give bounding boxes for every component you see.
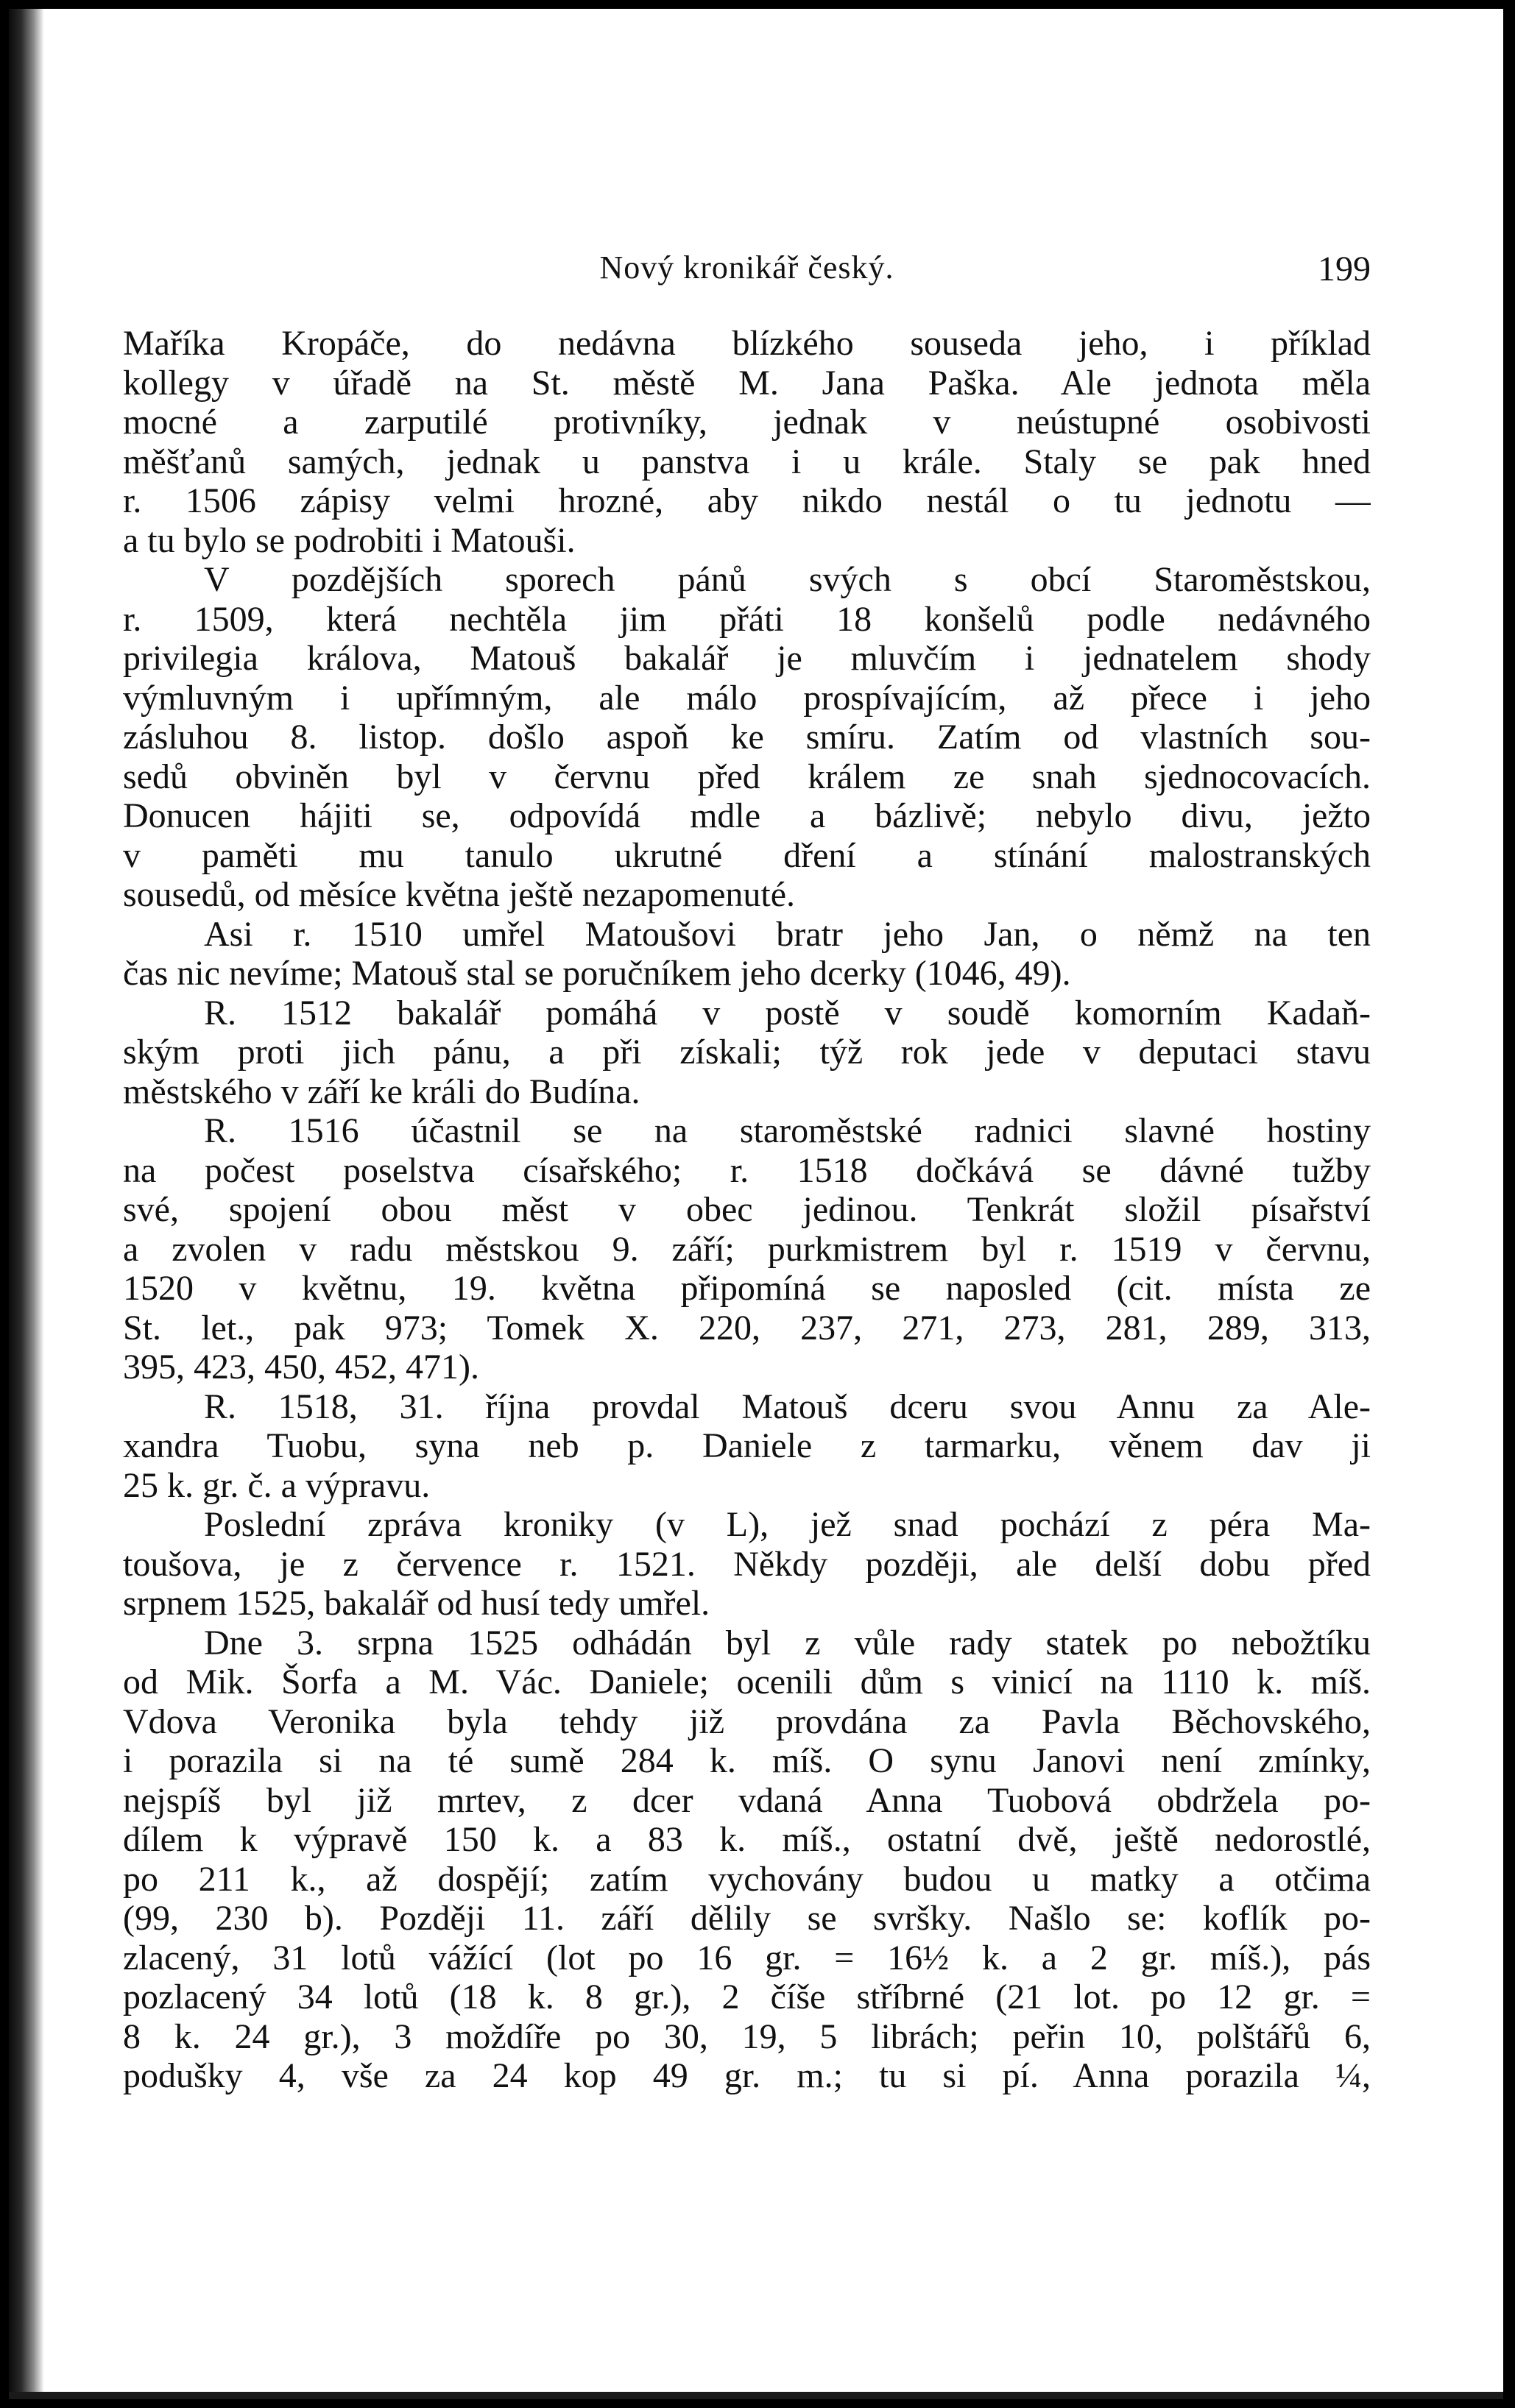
text-line: St. let., pak 973; Tomek X. 220, 237, 271, 273, 281, 289, 313, [123, 1308, 1371, 1348]
text-line: podušky 4, vše za 24 kop 49 gr. m.; tu si pí. Anna porazila ¼, [123, 2056, 1371, 2095]
text-line: výmluvným i upřímným, ale málo prospívajícím, až přece i jeho [123, 678, 1371, 718]
text-line: od Mik. Šorfa a M. Vác. Daniele; ocenili dům s vinicí na 1110 k. míš. [123, 1662, 1371, 1701]
text-line: 8 k. 24 gr.), 3 moždíře po 30, 19, 5 librách; peřin 10, polštářů 6, [123, 2016, 1371, 2056]
text-line: Maříka Kropáče, do nedávna blízkého souseda jeho, i příklad [123, 324, 1371, 363]
text-line: na počest poselstva císařského; r. 1518 dočkává se dávné tužby [123, 1150, 1371, 1190]
book-page [9, 9, 1503, 2399]
text-line: srpnem 1525, bakalář od husí tedy umřel. [123, 1584, 710, 1623]
text-line: dílem k výpravě 150 k. a 83 k. míš., ostatní dvě, ještě nedorostlé, [123, 1820, 1371, 1859]
text-line: r. 1506 zápisy velmi hrozné, aby nikdo nestál o tu jednotu — [123, 481, 1371, 520]
text-line: Dne 3. srpna 1525 odhádán byl z vůle rady statek po nebožtíku [204, 1623, 1371, 1662]
text-line: kollegy v úřadě na St. městě M. Jana Paška. Ale jednota měla [123, 363, 1371, 403]
text-line: r. 1509, která nechtěla jim přáti 18 konšelů podle nedávného [123, 599, 1371, 639]
text-line: své, spojení obou měst v obec jedinou. Tenkrát složil písařství [123, 1190, 1371, 1229]
text-line: V pozdějších sporech pánů svých s obcí Staroměstskou, [204, 560, 1371, 599]
text-line: (99, 230 b). Později 11. září dělily se svršky. Našlo se: koflík po- [123, 1899, 1371, 1938]
text-line: Vdova Veronika byla tehdy již provdána za Pavla Běchovského, [123, 1701, 1371, 1741]
text-line: nejspíš byl již mrtev, z dcer vdaná Anna Tuobová obdržela po- [123, 1780, 1371, 1820]
binding-shadow [9, 9, 44, 2399]
text-line: zásluhou 8. listop. došlo aspoň ke smíru. Zatím od vlastních sou- [123, 718, 1371, 757]
text-line: zlacený, 31 lotů vážící (lot po 16 gr. = 16½ k. a 2 gr. míš.), pás [123, 1938, 1371, 1977]
text-line: mocné a zarputilé protivníky, jednak v neústupné osobivosti [123, 403, 1371, 442]
text-line: a tu bylo se podrobiti i Matouši. [123, 520, 576, 560]
text-line: sousedů, od měsíce května ještě nezapomenuté. [123, 875, 796, 914]
text-line: sedů obviněn byl v červnu před králem ze snah sjednocovacích. [123, 757, 1371, 796]
text-line: pozlacený 34 lotů (18 k. 8 gr.), 2 číše stříbrné (21 lot. po 12 gr. = [123, 1977, 1371, 2016]
text-line: privilegia králova, Matouš bakalář je mluvčím i jednatelem shody [123, 639, 1371, 678]
text-line: R. 1512 bakalář pomáhá v postě v soudě komorním Kadaň- [204, 993, 1371, 1033]
body-text [123, 324, 1371, 2096]
text-line: ským proti jich pánu, a při získali; týž rok jede v deputaci stavu [123, 1033, 1371, 1072]
text-line: i porazila si na té sumě 284 k. míš. O synu Janovi není zmínky, [123, 1741, 1371, 1780]
text-line: R. 1516 účastnil se na staroměstské radnici slavné hostiny [204, 1111, 1371, 1150]
page-number: 199 [1318, 249, 1371, 288]
text-line: a zvolen v radu městskou 9. září; purkmistrem byl r. 1519 v červnu, [123, 1229, 1371, 1269]
scan-edge [9, 2392, 1503, 2399]
text-line: R. 1518, 31. října provdal Matouš dceru svou Annu za Ale- [204, 1387, 1371, 1426]
running-header [123, 249, 1371, 293]
text-line: xandra Tuobu, syna neb p. Daniele z tarmarku, věnem dav ji [123, 1426, 1371, 1465]
text-line: čas nic nevíme; Matouš stal se poručníkem jeho dcerky (1046, 49). [123, 954, 1071, 993]
text-line: Donucen hájiti se, odpovídá mdle a bázlivě; nebylo divu, ježto [123, 796, 1371, 835]
text-line: Asi r. 1510 umřel Matoušovi bratr jeho Jan, o němž na ten [204, 914, 1371, 954]
text-line: městského v září ke králi do Budína. [123, 1072, 640, 1111]
running-title: Nový kronikář český. [599, 249, 894, 286]
text-line: 395, 423, 450, 452, 471). [123, 1348, 479, 1387]
text-line: v paměti mu tanulo ukrutné dření a stínání malostranských [123, 835, 1371, 875]
text-line: Poslední zpráva kroniky (v L), jež snad pochází z péra Ma- [204, 1505, 1371, 1544]
text-line: 1520 v květnu, 19. května připomíná se naposled (cit. místa ze [123, 1269, 1371, 1308]
text-line: po 211 k., až dospějí; zatím vychovány budou u matky a otčima [123, 1859, 1371, 1899]
text-line: toušova, je z července r. 1521. Někdy později, ale delší dobu před [123, 1544, 1371, 1584]
text-line: 25 k. gr. č. a výpravu. [123, 1465, 431, 1505]
text-line: měšťanů samých, jednak u panstva i u krále. Staly se pak hned [123, 442, 1371, 481]
